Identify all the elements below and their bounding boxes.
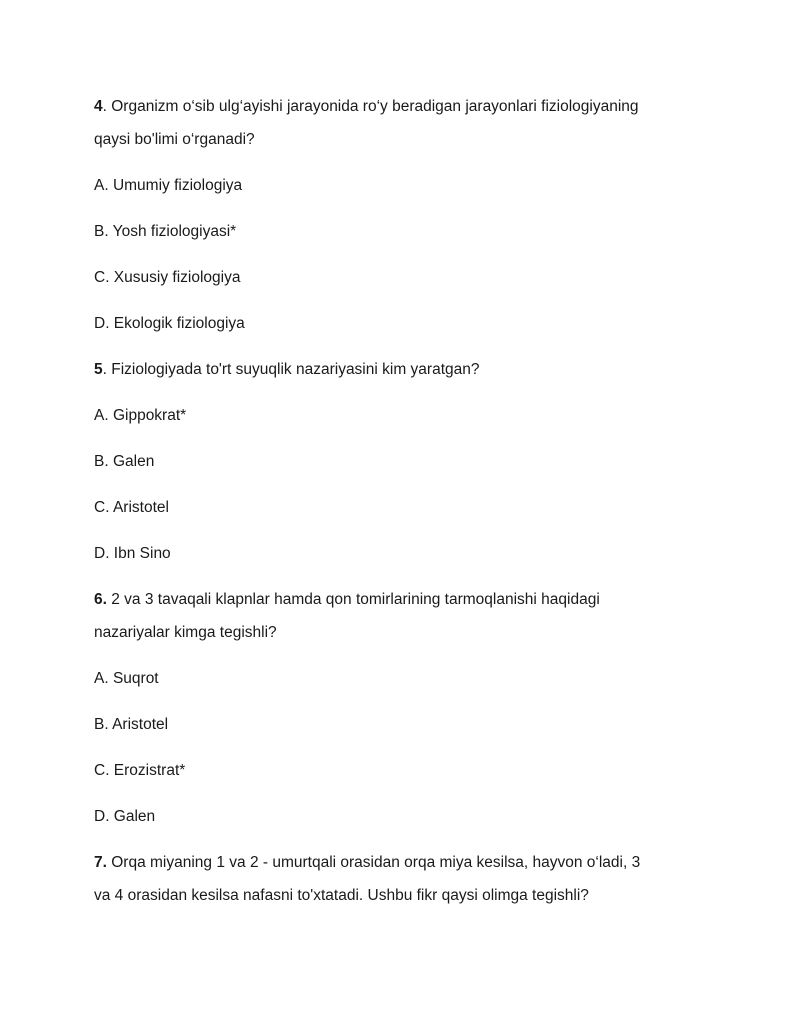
question-6-line-2: nazariyalar kimga tegishli? [94, 624, 277, 641]
question-6-text-1: 2 va 3 tavaqali klapnlar hamda qon tomirlarining tarmoqlanishi haqidagi [106, 591, 600, 608]
question-7-line-1 [94, 848, 714, 878]
document-page [94, 92, 714, 911]
question-4-text-1: . Organizm o‘sib ulg‘ayishi jarayonida ro‘y beradigan jarayonlari fiziologiyaning [102, 98, 639, 115]
question-4-option-d: D. Ekologik fiziologiya [94, 315, 245, 332]
question-4 [94, 92, 714, 339]
question-5 [94, 355, 714, 569]
question-5-option-c: C. Aristotel [94, 499, 169, 516]
question-5-option-d: D. Ibn Sino [94, 545, 171, 562]
question-6-number: 6. [94, 591, 107, 608]
question-4-option-a: A. Umumiy fiziologiya [94, 177, 243, 194]
question-5-line-1 [94, 355, 714, 385]
question-7-line-2: va 4 orasidan kesilsa nafasni to'xtatadi. Ushbu fikr qaysi olimga tegishli? [94, 887, 589, 904]
question-5-option-a: A. Gippokrat* [94, 407, 187, 424]
question-5-text-1: . Fiziologiyada to'rt suyuqlik nazariyasini kim yaratgan? [102, 361, 480, 378]
question-4-number: 4 [94, 98, 103, 115]
question-5-number: 5 [94, 361, 103, 378]
question-5-option-b: B. Galen [94, 453, 155, 470]
question-6-option-b: B. Aristotel [94, 716, 169, 733]
question-6-option-d: D. Galen [94, 808, 156, 825]
question-4-line-1 [94, 92, 714, 122]
question-6-line-1 [94, 585, 714, 615]
question-4-line-2: qaysi bo'limi o‘rganadi? [94, 131, 255, 148]
question-7-text-1: Orqa miyaning 1 va 2 - umurtqali orasidan orqa miya kesilsa, hayvon o‘ladi, 3 [106, 854, 641, 871]
question-4-option-b: B. Yosh fiziologiyasi* [94, 223, 237, 240]
question-7 [94, 848, 714, 911]
question-6-option-c: C. Erozistrat* [94, 762, 186, 779]
question-4-option-c: C. Xususiy fiziologiya [94, 269, 241, 286]
question-7-number: 7. [94, 854, 107, 871]
question-6-option-a: A. Suqrot [94, 670, 159, 687]
question-6 [94, 585, 714, 832]
